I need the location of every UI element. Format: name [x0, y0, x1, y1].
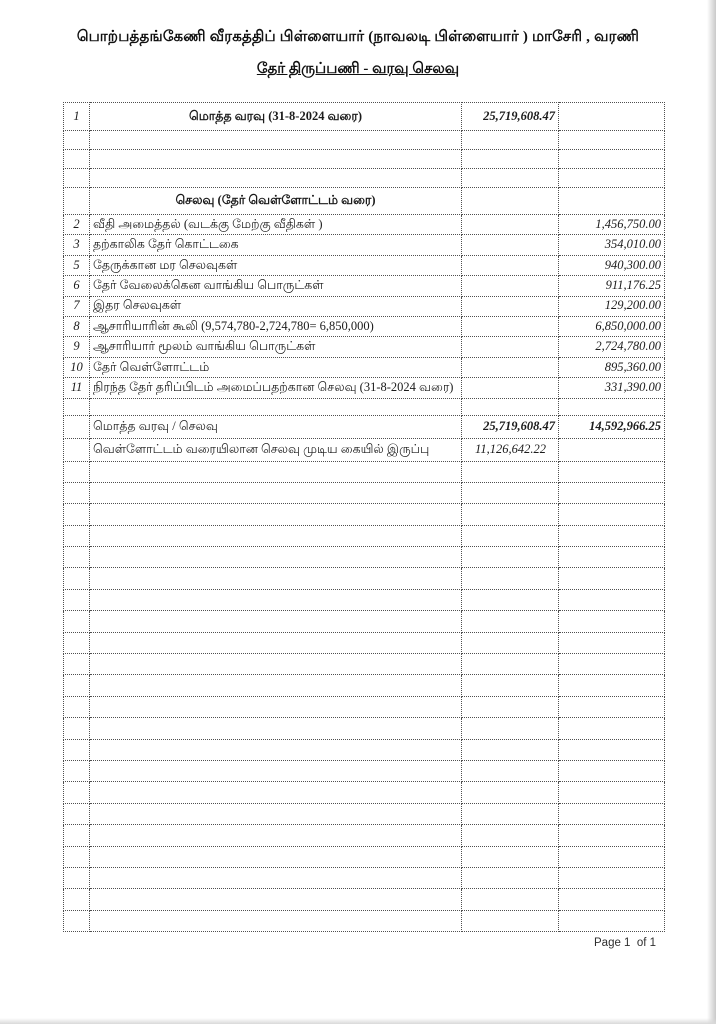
row-number-cell: 6	[64, 276, 90, 296]
description-cell	[90, 718, 462, 739]
table-row-gap	[64, 398, 665, 415]
expense-amount-cell	[559, 910, 665, 931]
description-cell: ஆசாரியார் மூலம் வாங்கிய பொருட்கள்	[90, 337, 462, 357]
income-amount-cell	[462, 825, 559, 846]
income-amount-cell	[462, 654, 559, 675]
income-amount-cell	[462, 131, 559, 150]
income-amount-cell	[462, 150, 559, 169]
expense-amount-cell	[559, 482, 665, 503]
income-amount-cell	[462, 867, 559, 888]
description-cell	[90, 589, 462, 610]
table-row-empty-bottom	[64, 568, 665, 589]
expense-amount-cell: 14,592,966.25	[559, 415, 665, 438]
description-cell	[90, 675, 462, 696]
table-row-balance	[64, 438, 665, 461]
description-cell: வெள்ளோட்டம் வரையிலான செலவு முடிய கையில் இருப்பு	[90, 438, 462, 461]
row-number-cell	[64, 150, 90, 169]
table-row-expense-11	[64, 378, 665, 398]
expense-amount-cell: 129,200.00	[559, 296, 665, 316]
table-row-expense-3	[64, 235, 665, 255]
document-title: பொற்பத்தங்கேணி வீரகத்திப் பிள்ளையார் (நாவலடி பிள்ளையார் ) மாசேரி , வரணி	[76, 29, 640, 45]
description-cell	[90, 825, 462, 846]
row-number-cell	[64, 589, 90, 610]
description-cell	[90, 525, 462, 546]
description-cell: மொத்த வரவு (31-8-2024 வரை)	[90, 103, 462, 131]
description-cell: தேர் வெள்ளோட்டம்	[90, 357, 462, 377]
income-amount-cell	[462, 611, 559, 632]
income-amount-cell	[462, 782, 559, 803]
income-amount-cell	[462, 169, 559, 188]
income-amount-cell	[462, 568, 559, 589]
description-cell	[90, 504, 462, 525]
income-amount-cell	[462, 504, 559, 525]
income-amount-cell	[462, 461, 559, 482]
row-number-cell	[64, 461, 90, 482]
income-amount-cell	[462, 215, 559, 235]
income-amount-cell	[462, 296, 559, 316]
expense-amount-cell	[559, 803, 665, 824]
description-cell	[90, 654, 462, 675]
description-cell: செலவு (தேர் வெள்ளோட்டம் வரை)	[90, 188, 462, 215]
row-number-cell	[64, 568, 90, 589]
row-number-cell	[64, 739, 90, 760]
expense-amount-cell	[559, 398, 665, 415]
table-row-empty	[64, 169, 665, 188]
expense-amount-cell	[559, 889, 665, 910]
expense-amount-cell	[559, 131, 665, 150]
income-amount-cell	[462, 889, 559, 910]
table-row-empty	[64, 150, 665, 169]
table-row-expense-2	[64, 215, 665, 235]
document-subtitle: தேர் திருப்பணி - வரவு செலவு	[256, 61, 460, 77]
description-cell	[90, 739, 462, 760]
expense-amount-cell	[559, 438, 665, 461]
row-number-cell	[64, 482, 90, 503]
row-number-cell	[64, 782, 90, 803]
expense-amount-cell	[559, 825, 665, 846]
row-number-cell	[64, 825, 90, 846]
expense-amount-cell	[559, 782, 665, 803]
table-row-section-header	[64, 188, 665, 215]
table-row-empty-bottom	[64, 867, 665, 888]
income-amount-cell	[462, 910, 559, 931]
row-number-cell	[64, 415, 90, 438]
table-row-empty-bottom	[64, 461, 665, 482]
income-amount-cell	[462, 846, 559, 867]
table-row-empty-bottom	[64, 611, 665, 632]
row-number-cell: 10	[64, 357, 90, 377]
row-number-cell	[64, 910, 90, 931]
row-number-cell	[64, 504, 90, 525]
expense-amount-cell	[559, 504, 665, 525]
table-row-empty-bottom	[64, 504, 665, 525]
description-cell	[90, 169, 462, 188]
table-row-empty-bottom	[64, 654, 665, 675]
table-row-grand-total	[64, 415, 665, 438]
row-number-cell: 3	[64, 235, 90, 255]
income-amount-cell	[462, 255, 559, 275]
table-row-empty-bottom	[64, 632, 665, 653]
row-number-cell	[64, 438, 90, 461]
income-amount-cell	[462, 547, 559, 568]
description-cell	[90, 803, 462, 824]
table-row-empty-bottom	[64, 825, 665, 846]
row-number-cell	[64, 846, 90, 867]
expense-amount-cell	[559, 103, 665, 131]
description-cell	[90, 461, 462, 482]
row-number-cell	[64, 169, 90, 188]
expense-amount-cell	[559, 718, 665, 739]
row-number-cell	[64, 525, 90, 546]
description-cell	[90, 150, 462, 169]
row-number-cell: 1	[64, 103, 90, 131]
table-row-empty-bottom	[64, 675, 665, 696]
expense-amount-cell: 1,456,750.00	[559, 215, 665, 235]
row-number-cell	[64, 611, 90, 632]
description-cell	[90, 547, 462, 568]
table-row-empty-bottom	[64, 739, 665, 760]
description-cell	[90, 632, 462, 653]
table-row-empty-bottom	[64, 696, 665, 717]
row-number-cell	[64, 718, 90, 739]
expense-amount-cell: 354,010.00	[559, 235, 665, 255]
expense-amount-cell	[559, 675, 665, 696]
table-row-empty-bottom	[64, 547, 665, 568]
description-cell: தேருக்கான மர செலவுகள்	[90, 255, 462, 275]
table-row-expense-6	[64, 276, 665, 296]
description-cell	[90, 867, 462, 888]
income-amount-cell	[462, 718, 559, 739]
income-amount-cell: 11,126,642.22	[462, 438, 559, 461]
table-row-expense-10	[64, 357, 665, 377]
description-cell: மொத்த வரவு / செலவு	[90, 415, 462, 438]
expense-amount-cell	[559, 150, 665, 169]
description-cell: தற்காலிக தேர் கொட்டகை	[90, 235, 462, 255]
row-number-cell	[64, 188, 90, 215]
table-row-empty-bottom	[64, 910, 665, 931]
expense-amount-cell	[559, 525, 665, 546]
expense-amount-cell: 895,360.00	[559, 357, 665, 377]
description-cell	[90, 482, 462, 503]
row-number-cell: 5	[64, 255, 90, 275]
income-amount-cell	[462, 316, 559, 336]
table-row-empty-bottom	[64, 760, 665, 781]
expense-amount-cell: 911,176.25	[559, 276, 665, 296]
row-number-cell	[64, 654, 90, 675]
row-number-cell	[64, 867, 90, 888]
description-cell	[90, 611, 462, 632]
income-amount-cell: 25,719,608.47	[462, 415, 559, 438]
table-row-empty-bottom	[64, 525, 665, 546]
table-row-empty-bottom	[64, 889, 665, 910]
row-number-cell	[64, 131, 90, 150]
description-cell: வீதி அமைத்தல் (வடக்கு மேற்கு வீதிகள் )	[90, 215, 462, 235]
expense-amount-cell: 940,300.00	[559, 255, 665, 275]
table-row-expense-7	[64, 296, 665, 316]
income-amount-cell	[462, 760, 559, 781]
table-row-expense-9	[64, 337, 665, 357]
row-number-cell	[64, 632, 90, 653]
expense-amount-cell	[559, 589, 665, 610]
expense-amount-cell	[559, 739, 665, 760]
table-row-expense-5	[64, 255, 665, 275]
expense-amount-cell	[559, 846, 665, 867]
page-number-footer: Page 1 of 1	[594, 937, 657, 949]
expense-amount-cell	[559, 461, 665, 482]
table-row-empty-bottom	[64, 718, 665, 739]
expense-amount-cell	[559, 547, 665, 568]
row-number-cell	[64, 547, 90, 568]
description-cell	[90, 568, 462, 589]
row-number-cell	[64, 696, 90, 717]
description-cell: தேர் வேலைக்கென வாங்கிய பொருட்கள்	[90, 276, 462, 296]
description-cell	[90, 696, 462, 717]
income-amount-cell	[462, 337, 559, 357]
expense-amount-cell	[559, 188, 665, 215]
description-cell	[90, 131, 462, 150]
income-amount-cell	[462, 276, 559, 296]
income-amount-cell: 25,719,608.47	[462, 103, 559, 131]
income-amount-cell	[462, 632, 559, 653]
table-row-empty-bottom	[64, 846, 665, 867]
row-number-cell	[64, 803, 90, 824]
table-row-empty-bottom	[64, 782, 665, 803]
row-number-cell: 8	[64, 316, 90, 336]
income-amount-cell	[462, 188, 559, 215]
description-cell	[90, 910, 462, 931]
expense-amount-cell	[559, 654, 665, 675]
table-row-empty-bottom	[64, 589, 665, 610]
description-cell	[90, 889, 462, 910]
expense-amount-cell: 331,390.00	[559, 378, 665, 398]
income-amount-cell	[462, 525, 559, 546]
row-number-cell: 7	[64, 296, 90, 316]
expense-amount-cell	[559, 632, 665, 653]
income-amount-cell	[462, 675, 559, 696]
row-number-cell	[64, 398, 90, 415]
scan-shadow-right	[707, 0, 716, 1024]
row-number-cell: 9	[64, 337, 90, 357]
description-cell: இதர செலவுகள்	[90, 296, 462, 316]
table-row-empty	[64, 131, 665, 150]
description-cell	[90, 398, 462, 415]
income-amount-cell	[462, 235, 559, 255]
row-number-cell	[64, 675, 90, 696]
income-amount-cell	[462, 803, 559, 824]
income-amount-cell	[462, 589, 559, 610]
expense-amount-cell	[559, 568, 665, 589]
description-cell: நிரந்த தேர் தரிப்பிடம் அமைப்பதற்கான செலவு (31-8-2024 வரை)	[90, 378, 462, 398]
table-row-expense-8	[64, 316, 665, 336]
description-cell	[90, 760, 462, 781]
description-cell	[90, 846, 462, 867]
row-number-cell: 2	[64, 215, 90, 235]
expense-amount-cell	[559, 760, 665, 781]
income-amount-cell	[462, 357, 559, 377]
row-number-cell	[64, 760, 90, 781]
income-amount-cell	[462, 398, 559, 415]
description-cell: ஆசாரியாரின் கூலி (9,574,780-2,724,780= 6,850,000)	[90, 316, 462, 336]
scan-shadow-bottom	[0, 1018, 716, 1024]
income-amount-cell	[462, 482, 559, 503]
row-number-cell: 11	[64, 378, 90, 398]
table-row-empty-bottom	[64, 803, 665, 824]
expense-amount-cell	[559, 169, 665, 188]
row-number-cell	[64, 889, 90, 910]
expense-amount-cell	[559, 611, 665, 632]
expense-amount-cell: 2,724,780.00	[559, 337, 665, 357]
income-amount-cell	[462, 378, 559, 398]
income-amount-cell	[462, 696, 559, 717]
table-row-total-income-1	[64, 103, 665, 131]
income-amount-cell	[462, 739, 559, 760]
expense-amount-cell: 6,850,000.00	[559, 316, 665, 336]
expense-amount-cell	[559, 867, 665, 888]
expense-amount-cell	[559, 696, 665, 717]
accounts-table	[63, 102, 665, 932]
table-row-empty-bottom	[64, 482, 665, 503]
description-cell	[90, 782, 462, 803]
